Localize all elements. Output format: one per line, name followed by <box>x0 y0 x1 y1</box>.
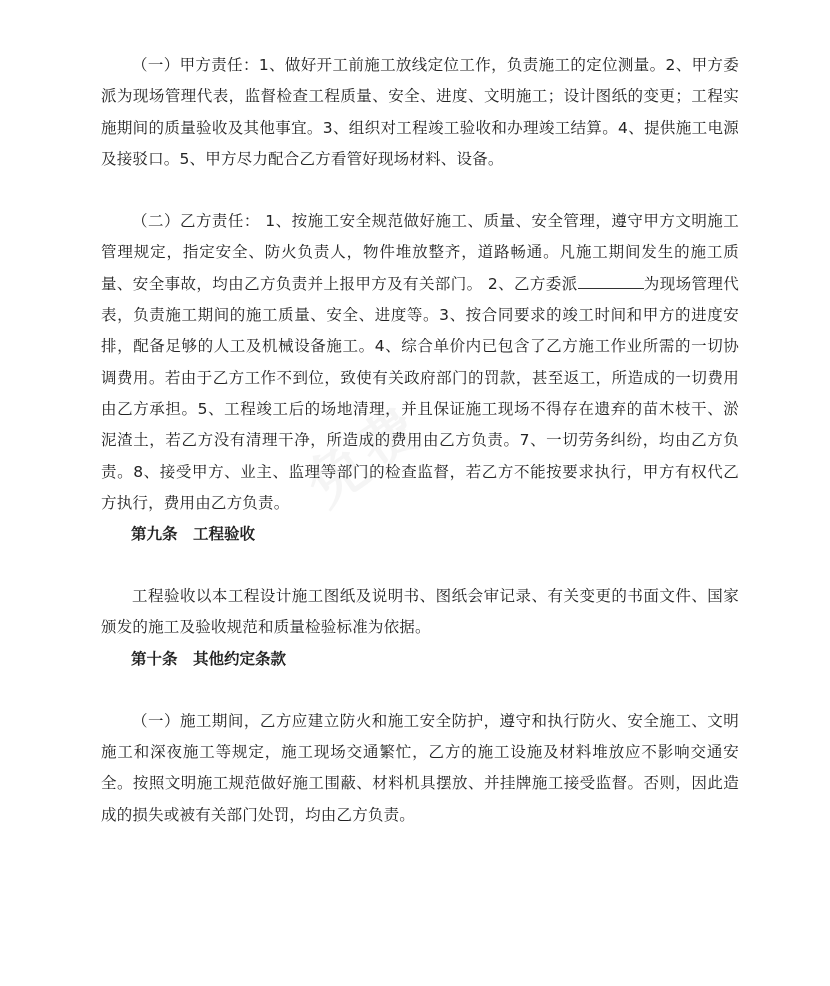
party-a-responsibility: （一）甲方责任：1、做好开工前施工放线定位工作，负责施工的定位测量。2、甲方委派为现场管理代表，监督检查工程质量、安全、进度、文明施工；设计图纸的变更；工程实施期间的质量验收及其他事宜。3、组织对工程竣工验收和办理竣工结算。4、提供施工电源及接驳口。5、甲方尽力配合乙方看管好现场材料、设备。 <box>101 56 739 168</box>
article-10-heading: 第十条 其他约定条款 <box>131 649 287 668</box>
article-10-text: （一）施工期间，乙方应建立防火和施工安全防护，遵守和执行防火、安全施工、文明施工和深夜施工等规定，施工现场交通繁忙，乙方的施工设施及材料堆放应不影响交通安全。按照文明施工规范做好施工围蔽、材料机具摆放、并挂牌施工接受监督。否则，因此造成的损失或被有关部门处罚，均由乙方负责。 <box>101 711 739 824</box>
party-b-text-before: （二）乙方责任： 1、按施工安全规范做好施工、质量、安全管理，遵守甲方文明施工管理规定，指定安全、防火负责人，物件堆放整齐，道路畅通。凡施工期间发生的施工质量、安全事故，均由乙方负责并上报甲方及有关部门。 2、乙方委派 <box>101 212 739 293</box>
representative-blank-line <box>578 274 644 289</box>
article-9-text: 工程验收以本工程设计施工图纸及说明书、图纸会审记录、有关变更的书面文件、国家颁发的施工及验收规范和质量检验标准为依据。 <box>101 587 739 637</box>
party-b-text-after: 为现场管理代表，负责施工期间的施工质量、安全、进度等。3、按合同要求的竣工时间和甲方的进度安排，配备足够的人工及机械设备施工。4、综合单价内已包含了乙方施工作业所需的一切协调费用。若由于乙方工作不到位，致使有关政府部门的罚款，甚至返工，所造成的一切费用由乙方承担。5、工程竣工后的场地清理，并且保证施工现场不得存在遗弃的苗木枝干、淤泥渣土，若乙方没有清理干净，所造成的费用由乙方负责。7、一切劳务纠纷，均由乙方负责。8、接受甲方、业主、监理等部门的检查监督，若乙方不能按要求执行，甲方有权代乙方执行，费用由乙方负责。 <box>101 274 739 512</box>
document-page <box>101 50 739 831</box>
article-9-heading: 第九条 工程验收 <box>131 525 256 544</box>
party-b-responsibility <box>101 206 739 519</box>
